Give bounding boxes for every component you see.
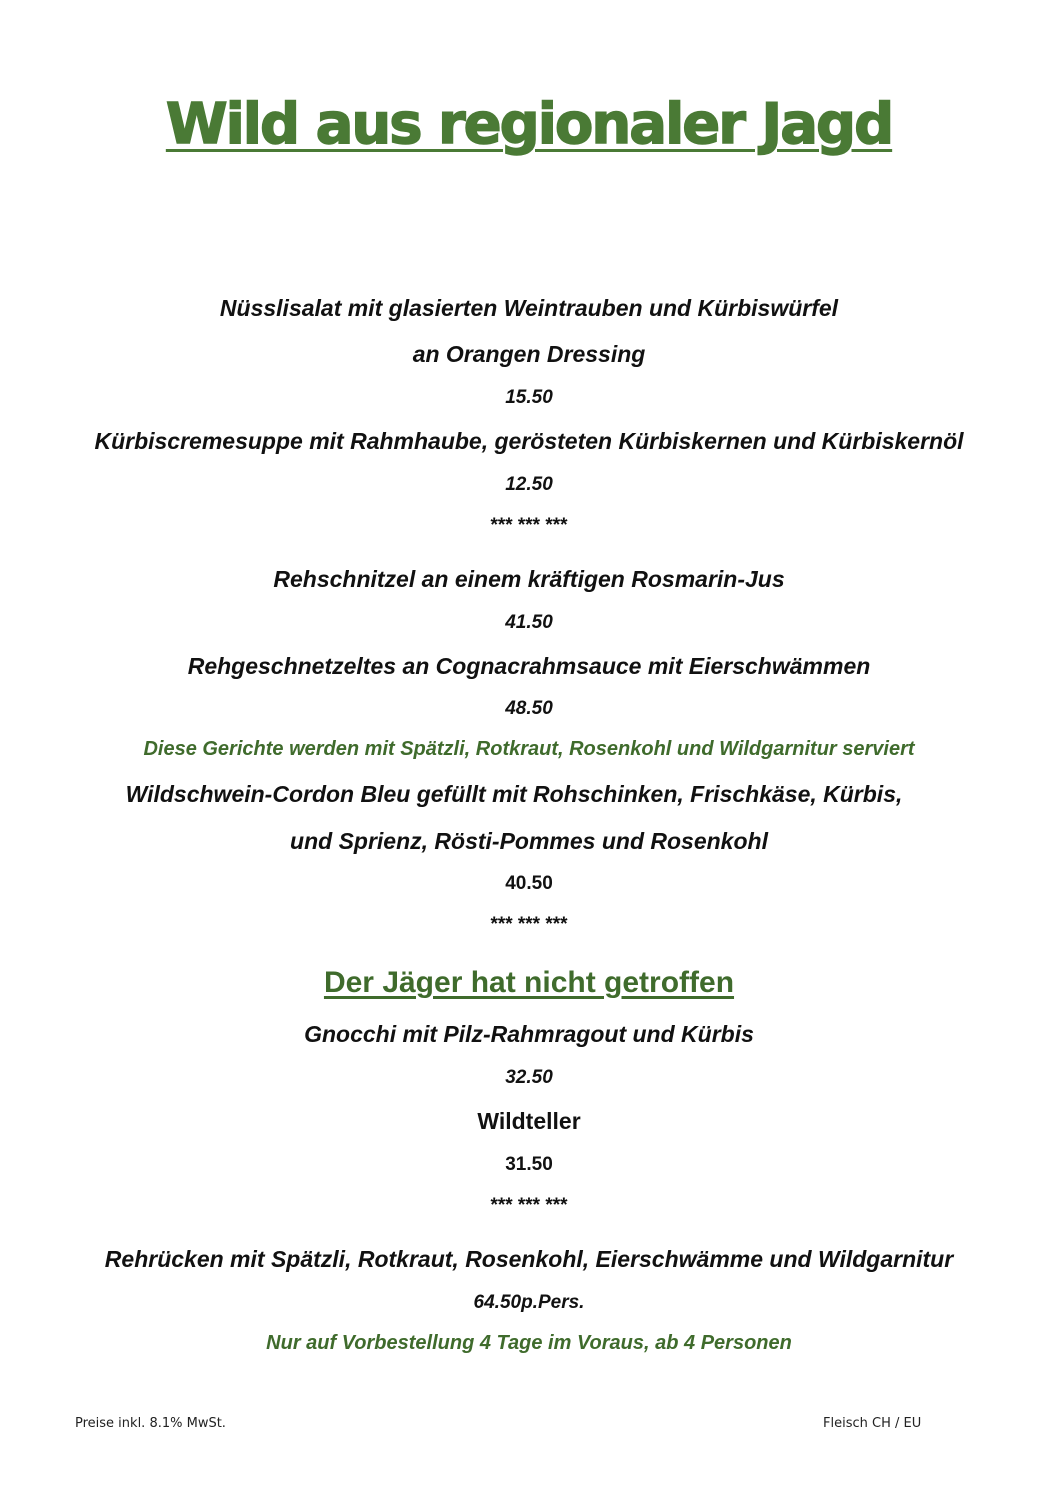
geschnetzeltes-price: 48.50 bbox=[505, 698, 553, 719]
wildteller-name: Wildteller bbox=[477, 1108, 581, 1134]
gnocchi-name: Gnocchi mit Pilz-Rahmragout und Kürbis bbox=[304, 1021, 754, 1047]
wildteller-price: 31.50 bbox=[505, 1154, 553, 1175]
geschnetzeltes-name: Rehgeschnetzeltes an Cognacrahmsauce mit Eierschwämmen bbox=[187, 653, 871, 679]
soup-name: Kürbiscremesuppe mit Rahmhaube, gerösteten Kürbiskernen und Kürbiskernöl bbox=[94, 428, 964, 454]
section-heading: Der Jäger hat nicht getroffen bbox=[323, 966, 735, 999]
rehruecken-name: Rehrücken mit Spätzli, Rotkraut, Rosenkohl, Eierschwämme und Wildgarnitur bbox=[104, 1246, 954, 1272]
cordon-price: 40.50 bbox=[505, 873, 553, 894]
footer-vat-note: Preise inkl. 8.1% MwSt. bbox=[75, 1416, 226, 1431]
preorder-note: Nur auf Vorbestellung 4 Tage im Voraus, ab 4 Personen bbox=[266, 1332, 792, 1354]
schnitzel-price: 41.50 bbox=[505, 612, 553, 633]
sides-note: Diese Gerichte werden mit Spätzli, Rotkraut, Rosenkohl und Wildgarnitur serviert bbox=[143, 738, 915, 760]
separator-1: *** *** *** bbox=[490, 515, 568, 536]
separator-3: *** *** *** bbox=[490, 1195, 568, 1216]
soup-price: 12.50 bbox=[505, 474, 553, 495]
cordon-line-2: und Sprienz, Rösti-Pommes und Rosenkohl bbox=[290, 828, 768, 854]
page-title: Wild aus regionaler Jagd bbox=[165, 92, 893, 157]
salad-line-1: Nüsslisalat mit glasierten Weintrauben und Kürbiswürfel bbox=[219, 295, 839, 321]
footer-meat-origin: Fleisch CH / EU bbox=[823, 1416, 922, 1431]
cordon-line-1: Wildschwein-Cordon Bleu gefüllt mit Rohschinken, Frischkäse, Kürbis, bbox=[125, 781, 903, 807]
gnocchi-price: 32.50 bbox=[505, 1067, 553, 1088]
rehruecken-price: 64.50p.Pers. bbox=[473, 1292, 585, 1313]
salad-line-2: an Orangen Dressing bbox=[412, 341, 646, 367]
separator-2: *** *** *** bbox=[490, 914, 568, 935]
salad-price: 15.50 bbox=[505, 387, 553, 408]
schnitzel-name: Rehschnitzel an einem kräftigen Rosmarin-Jus bbox=[273, 566, 785, 592]
